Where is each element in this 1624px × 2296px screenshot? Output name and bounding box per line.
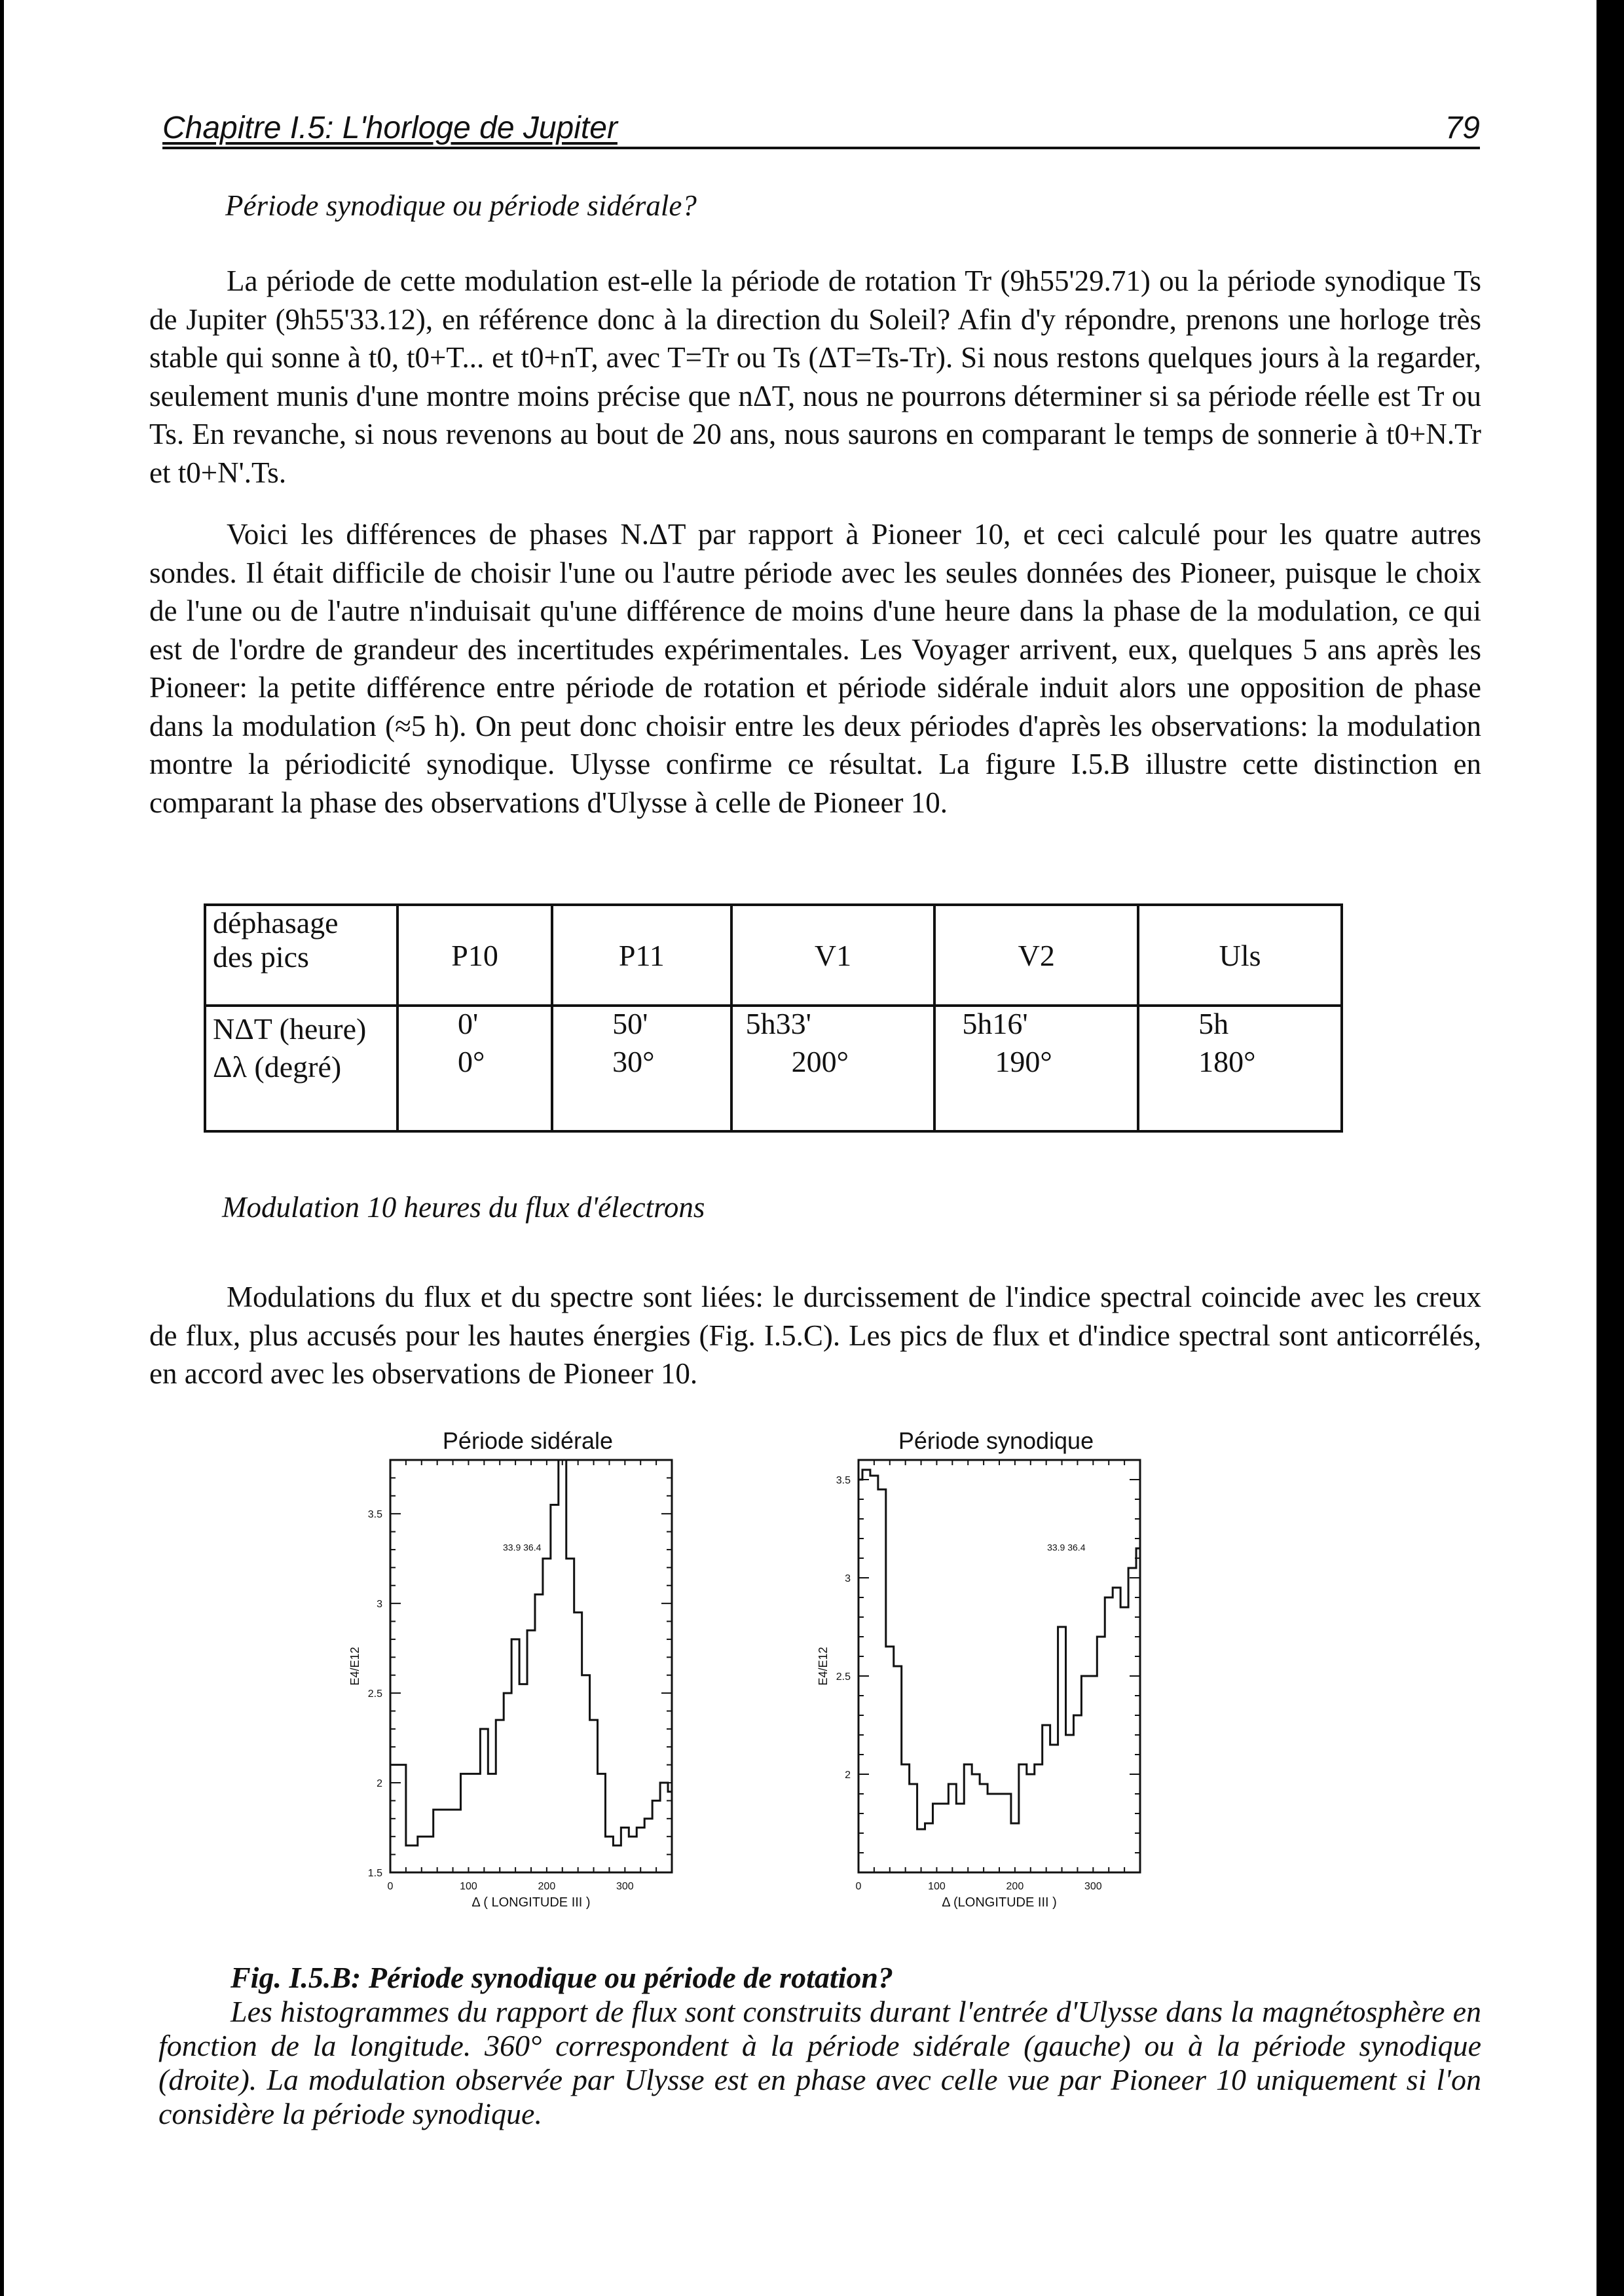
x-tick-label: 300: [616, 1881, 634, 1892]
table-column-header: V2: [934, 905, 1138, 1006]
chart-title: Période sidérale: [442, 1427, 614, 1454]
y-axis-label: E4/E12: [348, 1647, 361, 1686]
table-corner-line: des pics: [213, 940, 309, 974]
table-corner-line: déphasage: [213, 906, 339, 939]
x-axis-label: Δ ( LONGITUDE III ): [471, 1895, 591, 1910]
table-cell: [397, 1006, 552, 1131]
table-cell: [1138, 1006, 1342, 1131]
table-value-dlambda: 190°: [995, 1045, 1052, 1078]
y-tick-label: 2: [377, 1778, 382, 1790]
table-row-label-cell: [205, 1006, 397, 1131]
table-column-header: P10: [397, 905, 552, 1006]
x-tick-label: 200: [1006, 1881, 1024, 1892]
table-row: [205, 1006, 1342, 1131]
y-tick-label: 3.5: [836, 1475, 851, 1486]
table-value-dlambda: 30°: [612, 1045, 655, 1078]
caption-body: Les histogrammes du rapport de flux sont construits durant l'entrée d'Ulysse dans la magnétosphère en fonction de la longitude. 360° correspondent à la période sidérale (gauche) ou à la période synodique (droite). La modulation observée par Ulysse est en phase avec celle vue par Pioneer 10 uniquement si l'on considère la période synodique.: [158, 1995, 1481, 2130]
table-header-row: [205, 905, 1342, 1006]
x-tick-label: 0: [855, 1881, 862, 1892]
table-value-ndt: 5h33': [745, 1007, 811, 1040]
chart-sidereal-svg: [344, 1453, 711, 1925]
x-axis-label: Δ (LONGITUDE III ): [942, 1895, 1057, 1910]
y-tick-label: 1.5: [367, 1868, 382, 1879]
section-heading-period: Période synodique ou période sidérale?: [225, 189, 697, 222]
table-value-ndt: 0': [458, 1007, 479, 1040]
table-value-ndt: 5h16': [962, 1007, 1028, 1040]
paragraph-period: La période de cette modulation est-elle la période de rotation Tr (9h55'29.71) ou la période synodique Ts de Jupiter (9h55'33.12), en référence donc à la direction du Soleil? Afin d'y répondre, prenons une horloge très stable qui sonne à t0, t0+T... et t0+nT, avec T=Tr ou Ts (ΔT=Ts-Tr). Si nous restons quelques jours à la regarder, seulement munis d'une montre moins précise que nΔT, nous ne pourrons déterminer si sa période réelle est Tr ou Ts. En revanche, si nous revenons au bout de 20 ans, nous saurons en comparant le temps de sonnerie à t0+N.Tr et t0+N'.Ts.: [149, 264, 1481, 489]
histogram-series: [858, 1470, 1140, 1829]
y-tick-label: 3: [377, 1599, 382, 1611]
chart-synodic: [813, 1427, 1179, 1925]
chart-annotation: 33.9 36.4: [1047, 1542, 1086, 1553]
x-tick-label: 100: [928, 1881, 946, 1892]
y-tick-label: 3: [845, 1573, 851, 1584]
table-row-label: Δλ (degré): [213, 1050, 342, 1084]
chart-title: Période synodique: [898, 1427, 1094, 1454]
table-row-label: NΔT (heure): [213, 1012, 367, 1046]
y-axis-label: E4/E12: [817, 1647, 830, 1686]
table-column-header: V1: [731, 905, 935, 1006]
figure-caption: [158, 1961, 1481, 2131]
table-value-ndt: 5h: [1198, 1007, 1229, 1040]
table-corner-cell: [205, 905, 397, 1006]
table-cell: [731, 1006, 935, 1131]
paragraph-phases: Voici les différences de phases N.ΔT par rapport à Pioneer 10, et ceci calculé pour les quatre autres sondes. Il était difficile de choisir l'une ou l'autre période avec les seules données des Pioneer, puisque le choix de l'une ou de l'autre n'induisait qu'une différence de moins d'une heure dans la phase de la modulation, ce qui est de l'ordre de grandeur des incertitudes expérimentales. Les Voyager arrivent, eux, quelques 5 ans après les Pioneer: la petite différence entre période de rotation et période sidérale induit alors une opposition de phase dans la modulation (≈5 h). On peut donc choisir entre les deux périodes d'après les observations: la modulation montre la périodicité synodique. Ulysse confirme ce résultat. La figure I.5.B illustre cette distinction en comparant la phase des observations d'Ulysse à celle de Pioneer 10.: [149, 518, 1481, 819]
phase-table: [204, 903, 1343, 1133]
table-cell: [934, 1006, 1138, 1131]
paragraph-modulation: Modulations du flux et du spectre sont liées: le durcissement de l'indice spectral coincide avec les creux de flux, plus accusés pour les hautes énergies (Fig. I.5.C). Les pics de flux et d'indice spectral sont anticorrélés, en accord avec les observations de Pioneer 10.: [149, 1281, 1481, 1390]
x-tick-label: 0: [387, 1881, 394, 1892]
x-tick-label: 300: [1084, 1881, 1102, 1892]
chapter-title: Chapitre I.5: L'horloge de Jupiter: [162, 111, 618, 145]
y-tick-label: 2: [845, 1770, 851, 1781]
y-tick-label: 2.5: [367, 1688, 382, 1700]
y-tick-label: 3.5: [367, 1509, 382, 1521]
table-column-header: P11: [552, 905, 731, 1006]
chart-sidereal: [344, 1427, 711, 1925]
page-number: 79: [1445, 111, 1480, 145]
table-value-dlambda: 0°: [458, 1045, 485, 1078]
chart-synodic-svg: [813, 1453, 1179, 1925]
page-header: [162, 110, 1480, 149]
histogram-series: [390, 1460, 672, 1846]
table-value-ndt: 50': [612, 1007, 648, 1040]
x-tick-label: 200: [538, 1881, 556, 1892]
x-tick-label: 100: [460, 1881, 477, 1892]
caption-title: Fig. I.5.B: Période synodique ou période de rotation?: [231, 1961, 893, 1994]
table-cell: [552, 1006, 731, 1131]
table-column-header: Uls: [1138, 905, 1342, 1006]
table-value-dlambda: 180°: [1198, 1045, 1256, 1078]
y-tick-label: 2.5: [836, 1671, 851, 1683]
section-heading-modulation: Modulation 10 heures du flux d'électrons: [222, 1191, 705, 1224]
table-value-dlambda: 200°: [791, 1045, 849, 1078]
chart-annotation: 33.9 36.4: [503, 1542, 542, 1553]
